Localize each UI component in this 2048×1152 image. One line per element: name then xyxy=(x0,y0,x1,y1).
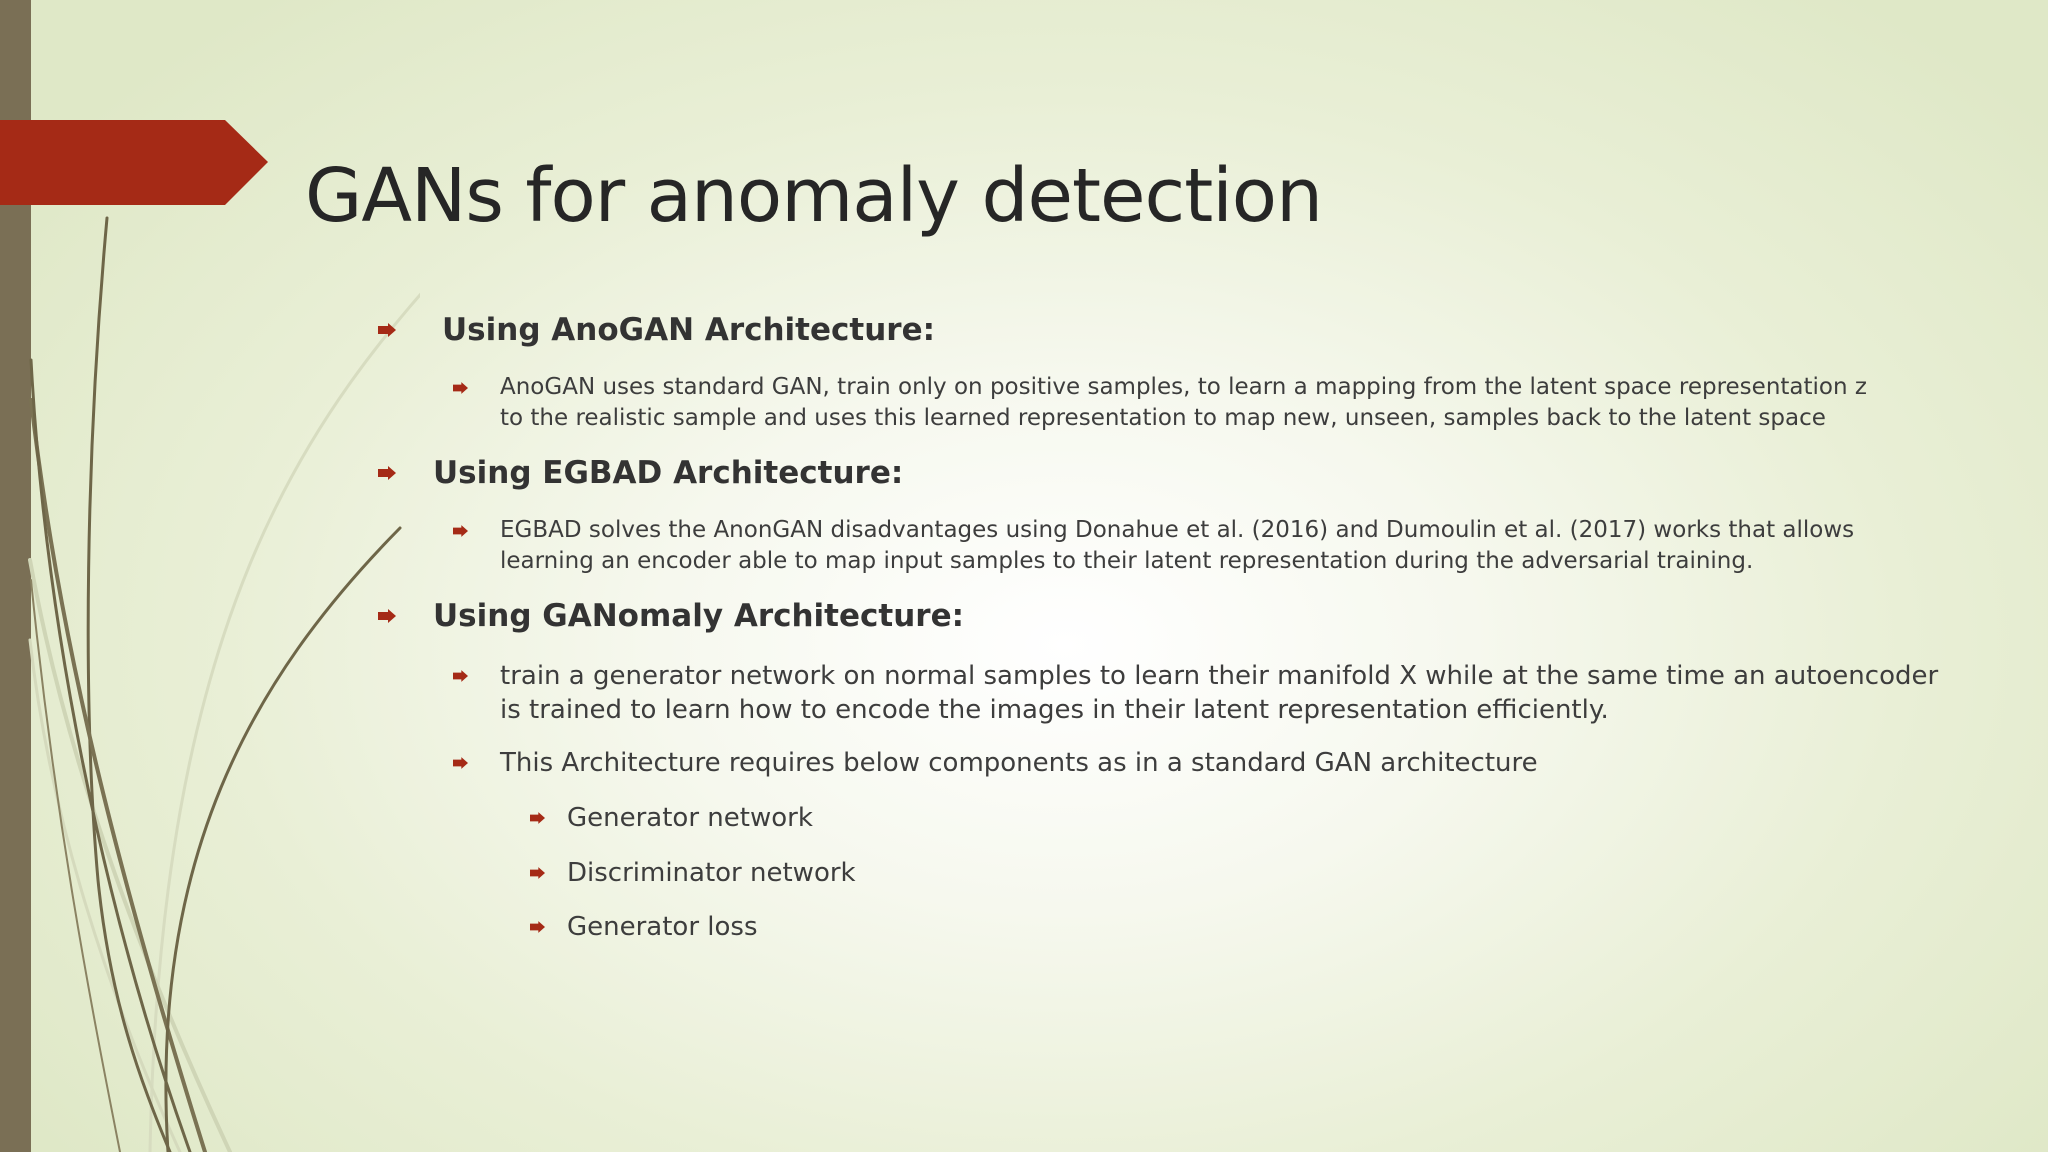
egbad-description-line-1: EGBAD solves the AnonGAN disadvantages using Donahue et al. (2016) and Dumoulin et al. (2017) works that allows xyxy=(500,517,1855,543)
ganomaly-requirements-text: This Architecture requires below components as in a standard GAN architecture xyxy=(500,748,1538,778)
egbad-description-line-2: learning an encoder able to map input samples to their latent representation during the adversarial training. xyxy=(500,548,1754,574)
title-flag-shape xyxy=(0,120,268,205)
arrow-bullet-icon xyxy=(530,921,545,933)
section-heading-ganomaly: Using GANomaly Architecture: xyxy=(433,598,964,634)
arrow-bullet-icon xyxy=(453,525,468,537)
arrow-bullet-icon xyxy=(378,609,396,623)
ganomaly-description-line-1: train a generator network on normal samples to learn their manifold X while at the same time an autoencoder xyxy=(500,661,1939,691)
arrow-bullet-icon xyxy=(453,670,468,682)
component-generator-network: Generator network xyxy=(567,803,813,833)
component-discriminator-network: Discriminator network xyxy=(567,858,856,888)
arrow-bullet-icon xyxy=(453,757,468,769)
arrow-bullet-icon xyxy=(453,382,468,394)
slide-title: GANs for anomaly detection xyxy=(305,153,1322,239)
arrow-bullet-icon xyxy=(530,812,545,824)
anogan-description-line-1: AnoGAN uses standard GAN, train only on positive samples, to learn a mapping from the latent space representation z xyxy=(500,374,1867,400)
arrow-bullet-icon xyxy=(530,867,545,879)
component-generator-loss: Generator loss xyxy=(567,912,758,942)
section-heading-anogan: Using AnoGAN Architecture: xyxy=(442,312,936,348)
arrow-bullet-icon xyxy=(378,466,396,480)
section-heading-egbad: Using EGBAD Architecture: xyxy=(433,455,904,491)
ganomaly-description-line-2: is trained to learn how to encode the images in their latent representation efficiently. xyxy=(500,695,1609,725)
arrow-bullet-icon xyxy=(378,323,396,337)
anogan-description-line-2: to the realistic sample and uses this learned representation to map new, unseen, samples back to the latent space xyxy=(500,405,1826,431)
